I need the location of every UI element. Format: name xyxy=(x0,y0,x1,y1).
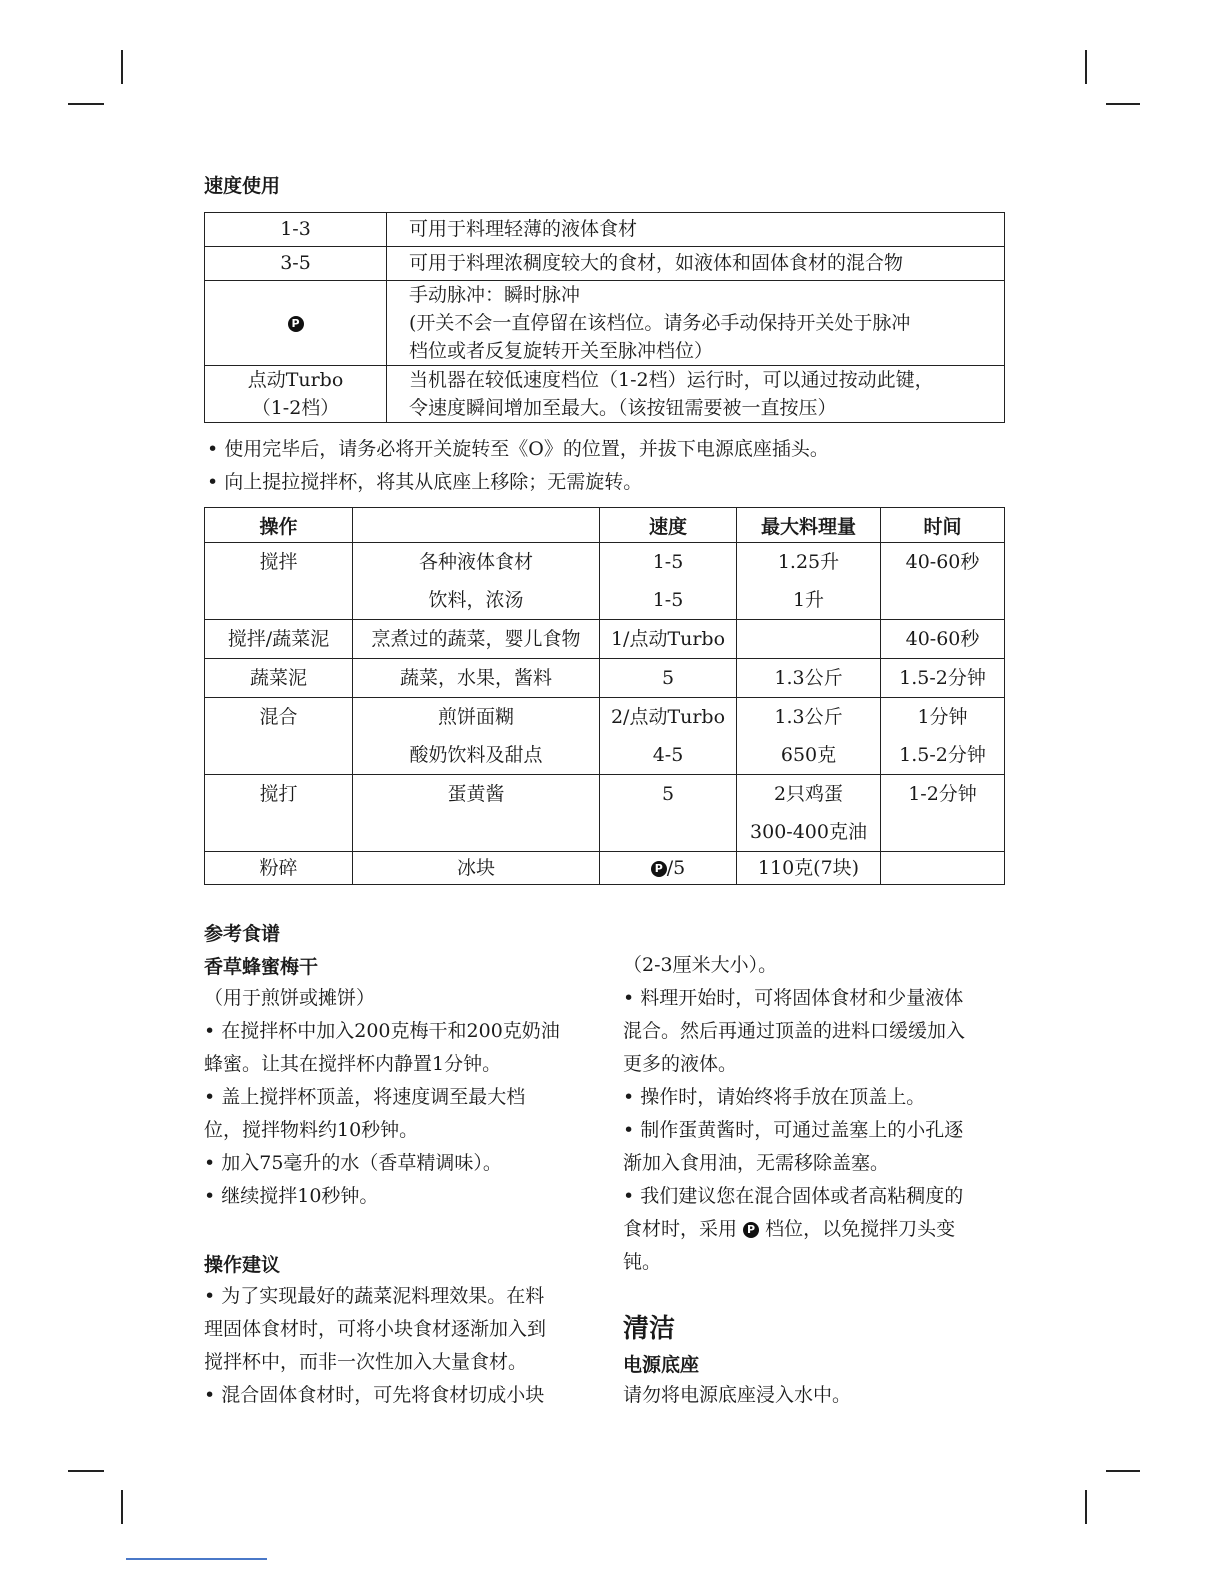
max-amount-cell: 1.25升 1升 xyxy=(737,543,881,620)
crop-mark xyxy=(1106,1470,1140,1472)
ingredients-cell: 蔬菜，水果，酱料 xyxy=(353,659,600,698)
table-row xyxy=(205,247,1005,281)
table-header-row xyxy=(205,508,1005,543)
advice-line: 混合。然后再通过顶盖的进料口缓缓加入 xyxy=(623,1020,966,1042)
column-header: 操作 xyxy=(205,508,353,543)
speed-description: 可用于料理浓稠度较大的食材，如液体和固体食材的混合物 xyxy=(387,247,1005,281)
crop-mark xyxy=(1106,103,1140,105)
column-header xyxy=(353,508,600,543)
crop-mark xyxy=(121,1490,123,1524)
ingredients-cell: 蛋黄酱 xyxy=(353,775,600,852)
speed-description xyxy=(387,281,1005,366)
speed-setting: 1-3 xyxy=(205,213,387,247)
table-row xyxy=(205,698,1005,775)
speed-cell: P /5 xyxy=(600,852,737,885)
max-amount-cell: 1.3公斤 xyxy=(737,659,881,698)
advice-line: • 操作时，请始终将手放在顶盖上。 xyxy=(623,1086,926,1108)
footer-line xyxy=(126,1558,267,1560)
advice-line: 钝。 xyxy=(623,1251,662,1273)
description-line: (开关不会一直停留在该档位。请务必手动保持开关处于脉冲 xyxy=(409,312,911,334)
advice-line: • 混合固体食材时，可先将食材切成小块 xyxy=(204,1384,545,1406)
speed-cell: 1-5 1-5 xyxy=(600,543,737,620)
advice-body xyxy=(204,1280,604,1412)
max-amount-cell: 110克(7块) xyxy=(737,852,881,885)
table-row xyxy=(205,775,1005,852)
setting-line: 点动Turbo xyxy=(247,369,344,391)
description-line: 令速度瞬间增加至最大。（该按钮需要被一直按压） xyxy=(409,397,837,419)
crop-mark xyxy=(121,50,123,84)
advice-line: 渐加入食用油，无需移除盖塞。 xyxy=(623,1152,890,1174)
max-amount-cell: 2只鸡蛋 300-400克油 xyxy=(737,775,881,852)
recipe-line: （用于煎饼或摊饼） xyxy=(204,987,376,1009)
recipe-line: • 盖上搅拌杯顶盖，将速度调至最大档 xyxy=(204,1086,526,1108)
table-row xyxy=(205,852,1005,885)
recipe-line: • 加入75毫升的水（香草精调味）。 xyxy=(204,1152,502,1174)
advice-title: 操作建议 xyxy=(204,1254,281,1276)
speed-section-title: 速度使用 xyxy=(204,175,281,197)
time-cell: 40-60秒 xyxy=(881,620,1005,659)
speed-setting: 3-5 xyxy=(205,247,387,281)
crop-mark xyxy=(68,1470,104,1472)
speed-setting xyxy=(205,366,387,423)
pulse-icon: P xyxy=(288,316,304,332)
advice-line: • 制作蛋黄酱时，可通过盖塞上的小孔逐 xyxy=(623,1119,964,1141)
column-header: 时间 xyxy=(881,508,1005,543)
recipe-body xyxy=(204,982,604,1213)
speed-description: 可用于料理轻薄的液体食材 xyxy=(387,213,1005,247)
right-column-body xyxy=(623,949,1023,1279)
advice-line: • 料理开始时，可将固体食材和少量液体 xyxy=(623,987,964,1009)
time-cell: 1分钟 1.5-2分钟 xyxy=(881,698,1005,775)
max-amount-cell: 1.3公斤 650克 xyxy=(737,698,881,775)
recipe-line: 位，搅拌物料约10秒钟。 xyxy=(204,1119,419,1141)
speed-table xyxy=(204,212,1005,423)
crop-mark xyxy=(68,103,104,105)
speed-cell: 5 xyxy=(600,775,737,852)
operation-cell: 粉碎 xyxy=(205,852,353,885)
bullet-item: • 使用完毕后，请务必将开关旋转至《O》的位置，并拔下电源底座插头。 xyxy=(207,438,829,460)
setting-line: （1-2档） xyxy=(251,397,340,419)
after-use-bullets xyxy=(207,433,829,499)
cleaning-title: 清洁 xyxy=(623,1314,676,1344)
cleaning-text: 请勿将电源底座浸入水中。 xyxy=(623,1384,852,1406)
column-header: 最大料理量 xyxy=(737,508,881,543)
table-row xyxy=(205,620,1005,659)
advice-line: 更多的液体。 xyxy=(623,1053,738,1075)
advice-line: 理固体食材时，可将小块食材逐渐加入到 xyxy=(204,1318,547,1340)
operation-cell: 搅拌 xyxy=(205,543,353,620)
crop-mark xyxy=(1085,50,1087,84)
max-amount-cell xyxy=(737,620,881,659)
time-cell: 40-60秒 xyxy=(881,543,1005,620)
table-row xyxy=(205,281,1005,366)
column-header: 速度 xyxy=(600,508,737,543)
time-cell xyxy=(881,852,1005,885)
bullet-item: • 向上提拉搅拌杯，将其从底座上移除；无需旋转。 xyxy=(207,471,643,493)
speed-description xyxy=(387,366,1005,423)
operation-cell: 混合 xyxy=(205,698,353,775)
speed-cell: 1/点动Turbo xyxy=(600,620,737,659)
table-row xyxy=(205,366,1005,423)
speed-cell: 2/点动Turbo 4-5 xyxy=(600,698,737,775)
operations-table xyxy=(204,507,1005,885)
pulse-icon: P xyxy=(651,861,667,877)
speed-cell: 5 xyxy=(600,659,737,698)
table-row xyxy=(205,659,1005,698)
time-cell: 1.5-2分钟 xyxy=(881,659,1005,698)
cleaning-subtitle: 电源底座 xyxy=(623,1354,700,1376)
recipe-line: • 继续搅拌10秒钟。 xyxy=(204,1185,379,1207)
advice-line: 搅拌杯中，而非一次性加入大量食材。 xyxy=(204,1351,528,1373)
description-line: 当机器在较低速度档位（1-2档）运行时，可以通过按动此键， xyxy=(409,369,934,391)
pulse-icon: P xyxy=(743,1222,759,1238)
speed-setting xyxy=(205,281,387,366)
description-line: 档位或者反复旋转开关至脉冲档位） xyxy=(409,340,714,362)
crop-mark xyxy=(1085,1490,1087,1524)
time-cell: 1-2分钟 xyxy=(881,775,1005,852)
ingredients-cell: 冰块 xyxy=(353,852,600,885)
description-line: 手动脉冲：瞬时脉冲 xyxy=(409,284,581,306)
recipes-title: 参考食谱 xyxy=(204,923,281,945)
ingredients-cell: 煎饼面糊 酸奶饮料及甜点 xyxy=(353,698,600,775)
recipe-title: 香草蜂蜜梅干 xyxy=(204,956,319,978)
advice-line: • 为了实现最好的蔬菜泥料理效果。在料 xyxy=(204,1285,545,1307)
advice-line: （2-3厘米大小）。 xyxy=(623,954,778,976)
ingredients-cell: 烹煮过的蔬菜，婴儿食物 xyxy=(353,620,600,659)
operation-cell: 搅拌/蔬菜泥 xyxy=(205,620,353,659)
operation-cell: 搅打 xyxy=(205,775,353,852)
recipe-line: 蜂蜜。让其在搅拌杯内静置1分钟。 xyxy=(204,1053,502,1075)
table-row xyxy=(205,213,1005,247)
recipe-line: • 在搅拌杯中加入200克梅干和200克奶油 xyxy=(204,1020,560,1042)
advice-line: 食材时，采用 P 档位，以免搅拌刀头变 xyxy=(623,1218,956,1240)
advice-line: • 我们建议您在混合固体或者高粘稠度的 xyxy=(623,1185,964,1207)
ingredients-cell: 各种液体食材 饮料，浓汤 xyxy=(353,543,600,620)
operation-cell: 蔬菜泥 xyxy=(205,659,353,698)
table-row xyxy=(205,543,1005,620)
